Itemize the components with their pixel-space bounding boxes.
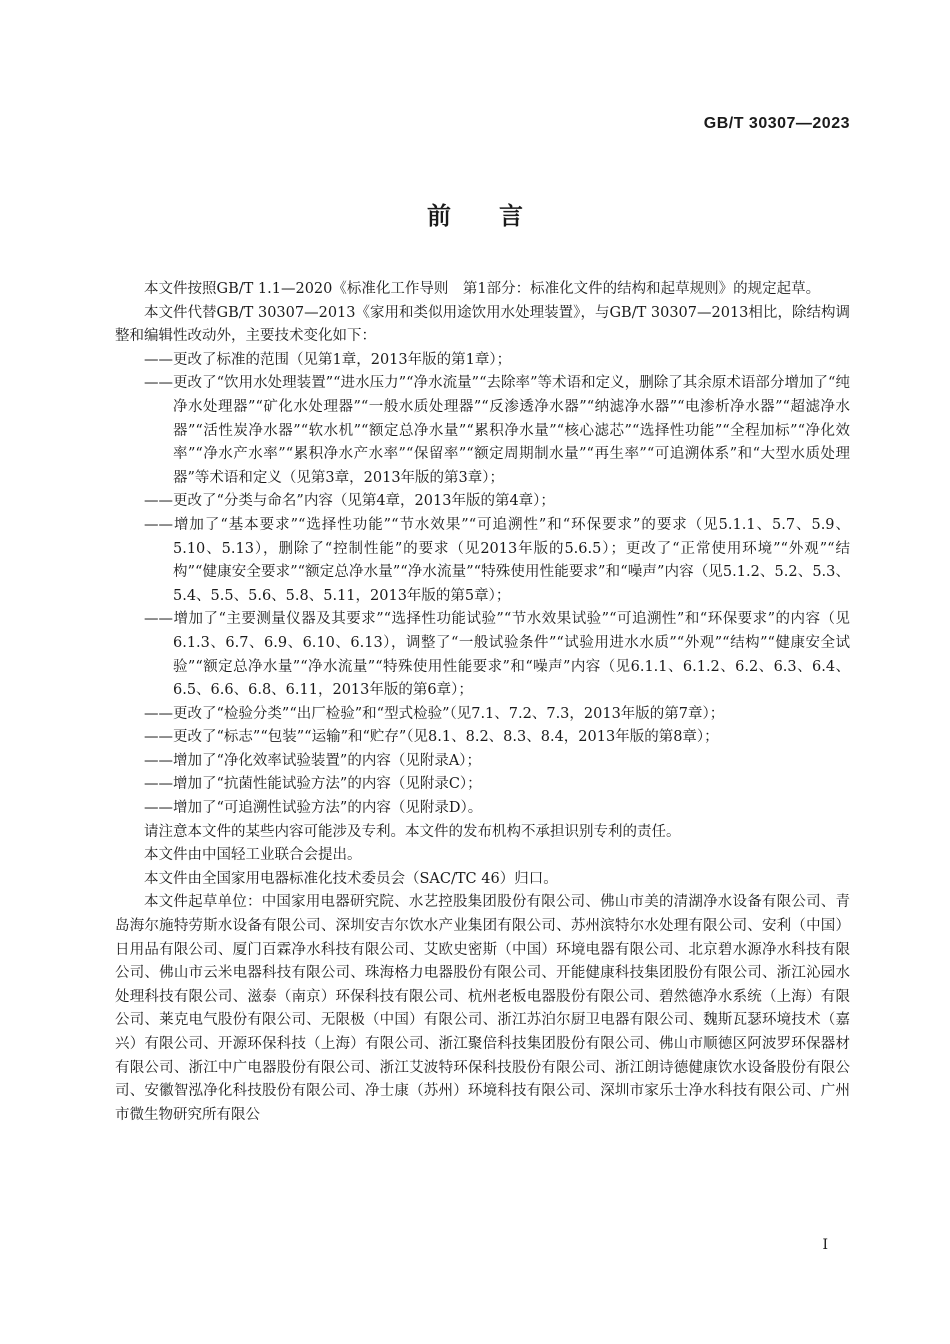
change-item: ——增加了“主要测量仪器及其要求”“选择性功能试验”“节水效果试验”“可追溯性”和“环保要求”的内容（见6.1.3、6.7、6.9、6.10、6.13），调整了“一般试验条件”“试验用进水水质”“外观”“结构”“健康安全试验”“额定总净水量”“净水流量”“特殊使用性能要求”和“噪声”内容（见6.1.1、6.1.2、6.2、6.3、6.4、6.5、6.6、6.8、6.11，2013年版的第6章）； (144, 611, 850, 699)
patent-notice: 请注意本文件的某些内容可能涉及专利。本文件的发布机构不承担识别专利的责任。 (144, 823, 681, 840)
change-item: ——更改了“检验分类”“出厂检验”和“型式检验”（见7.1、7.2、7.3，2013年版的第7章）； (144, 705, 725, 722)
change-item: ——增加了“可追溯性试验方法”的内容（见附录D）。 (144, 800, 483, 817)
change-item: ——增加了“净化效率试验装置”的内容（见附录A）； (144, 752, 482, 769)
page-number: I (822, 1237, 828, 1253)
change-item: ——更改了“标志”“包装”“运输”和“贮存”（见8.1、8.2、8.3、8.4，2013年版的第8章）； (144, 729, 719, 746)
proposer-statement: 本文件由中国轻工业联合会提出。 (144, 847, 362, 864)
change-item: ——更改了“饮用水处理装置”“进水压力”“净水流量”“去除率”等术语和定义，删除了其余原术语部分增加了“纯净水处理器”“矿化水处理器”“一般水质处理器”“反渗透净水器”“纳滤净水器”“电渗析净水器”“超滤净水器”“活性炭净水器”“软水机”“额定总净水量”“累积净水量”“核心滤芯”“选择性功能”“全程加标”“净化效率”“净水产水率”“累积净水产水率”“保留率”“额定周期制水量”“再生率”“可追溯体系”和“大型水质处理器”等术语和定义（见第3章，2013年版的第3章）； (144, 375, 850, 486)
page-title: 前言 (427, 202, 571, 230)
change-item: ——增加了“基本要求”“选择性功能”“节水效果”“可追溯性”和“环保要求”的要求（见5.1.1、5.7、5.9、5.10、5.13），删除了“控制性能”的要求（见2013年版的5.6.5）；更改了“正常使用环境”“外观”“结构”“健康安全要求”“额定总净水量”“净水流量”“特殊使用性能要求”和“噪声”内容（见5.1.2、5.2、5.3、5.4、5.5、5.6、5.8、5.11，2013年版的第5章）； (144, 516, 850, 604)
standard-code: GB/T 30307—2023 (703, 115, 850, 132)
committee-statement: 本文件由全国家用电器标准化技术委员会（SAC/TC 46）归口。 (144, 870, 558, 887)
paragraph: 本文件按照GB/T 1.1—2020《标准化工作导则 第1部分：标准化文件的结构和起草规则》的规定起草。 (144, 281, 821, 297)
drafting-units: 本文件起草单位：中国家用电器研究院、水艺控股集团股份有限公司、佛山市美的清湖净水设备有限公司、青岛海尔施特劳斯水设备有限公司、深圳安吉尔饮水产业集团有限公司、苏州滨特尔水处理有限公司、安利（中国）日用品有限公司、厦门百霖净水科技有限公司、艾欧史密斯（中国）环境电器有限公司、北京碧水源净水科技有限公司、佛山市云米电器科技有限公司、珠海格力电器股份有限公司、开能健康科技集团股份有限公司、浙江沁园水处理科技有限公司、滋泰（南京）环保科技有限公司、杭州老板电器股份有限公司、碧然德净水系统（上海）有限公司、莱克电气股份有限公司、无限极（中国）有限公司、浙江苏泊尔厨卫电器有限公司、魏斯瓦瑟环境技术（嘉兴）有限公司、开源环保科技（上海）有限公司、浙江聚倍科技集团股份有限公司、佛山市顺德区阿波罗环保器材有限公司、浙江中广电器股份有限公司、浙江艾波特环保科技股份有限公司、浙江朗诗德健康饮水设备股份有限公司、安徽智泓净化科技股份有限公司、净士康（苏州）环境科技有限公司、深圳市家乐士净水科技有限公司、广州市微生物研究所有限公 (115, 894, 850, 1123)
change-item: ——增加了“抗菌性能试验方法”的内容（见附录C）； (144, 776, 482, 793)
document-body (115, 278, 850, 1127)
paragraph: 本文件代替GB/T 30307—2013《家用和类似用途饮用水处理装置》，与GB/T 30307—2013相比，除结构调整和编辑性改动外，主要技术变化如下： (115, 304, 850, 345)
change-item: ——更改了标准的范围（见第1章，2013年版的第1章）； (144, 351, 512, 368)
change-item: ——更改了“分类与命名”内容（见第4章，2013年版的第4章）； (144, 493, 555, 510)
